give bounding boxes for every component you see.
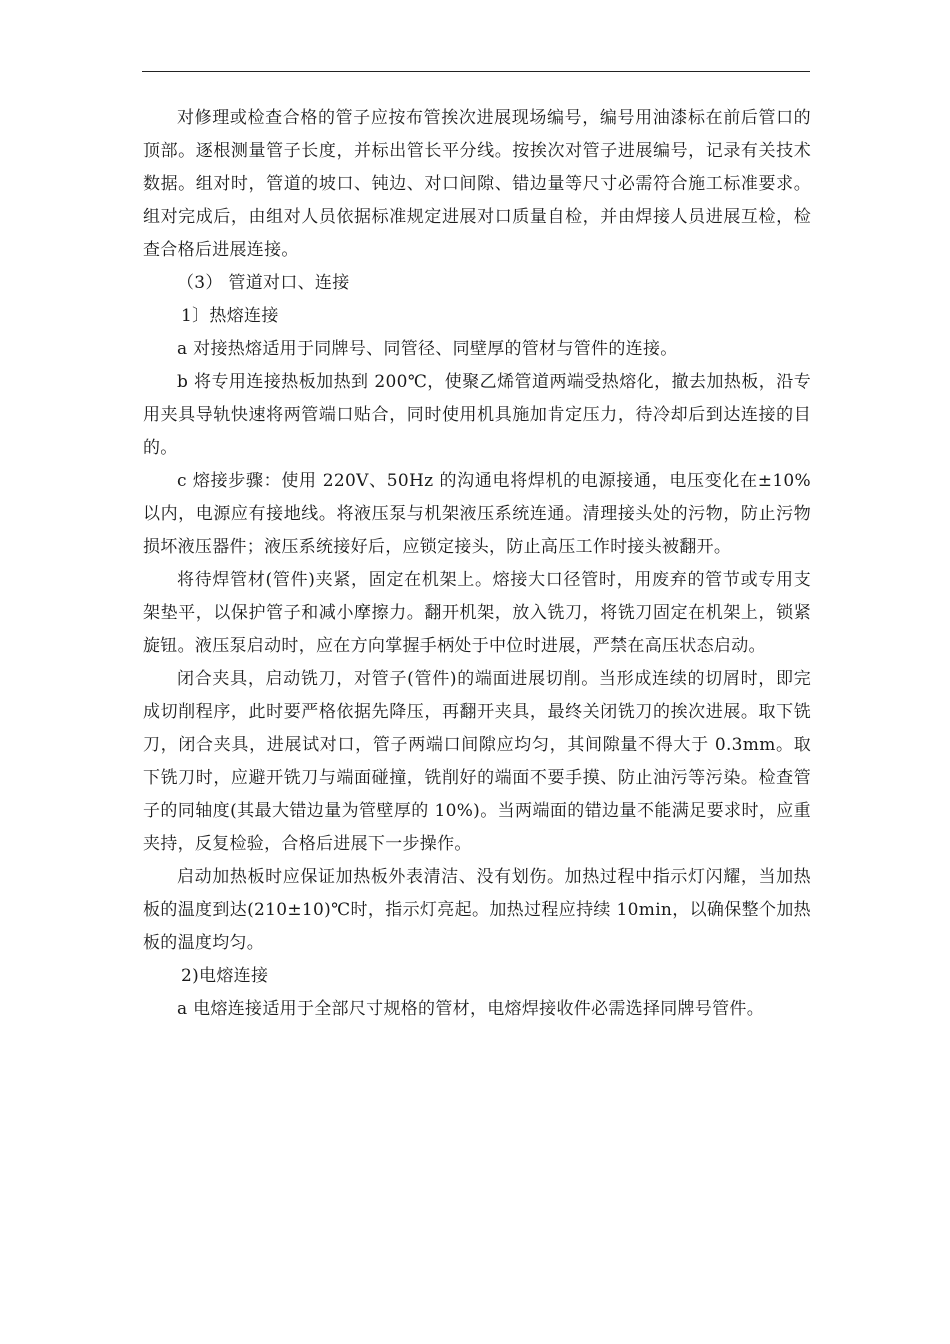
subsection-heading-electrofusion: 2)电熔连接: [181, 966, 269, 986]
document-body: [143, 102, 811, 1026]
section-heading-pipe-joining: （3） 管道对口、连接: [177, 273, 350, 293]
header-rule: [142, 71, 810, 72]
paragraph-welding-steps: c 熔接步骤：使用 220V、50Hz 的沟通电将焊机的电源接通，电压变化在±10%以内，电源应有接地线。将液压泵与机架液压系统连通。清理接头处的污物，防止污物损坏液压器件；液压系统接好后，应锁定接头，防止高压工作时接头被翻开。: [143, 471, 811, 557]
paragraph-electrofusion-scope: a 电熔连接适用于全部尺寸规格的管材，电熔焊接收件必需选择同牌号管件。: [177, 999, 765, 1019]
paragraph-hot-melt-scope: a 对接热熔适用于同牌号、同管径、同壁厚的管材与管件的连接。: [177, 339, 678, 359]
paragraph-hot-melt-method: b 将专用连接热板加热到 200℃，使聚乙烯管道两端受热熔化，撤去加热板，沿专用夹具导轨快速将两管端口贴合，同时使用机具施加肯定压力，待冷却后到达连接的目的。: [143, 372, 811, 458]
subsection-heading-hot-melt: 1〕热熔连接: [181, 306, 279, 326]
paragraph-milling: 闭合夹具，启动铣刀，对管子(管件)的端面进展切削。当形成连续的切屑时，即完成切削程序，此时要严格依据先降压，再翻开夹具，最终关闭铣刀的挨次进展。取下铣刀，闭合夹具，进展试对口，管子两端口间隙应均匀，其间隙量不得大于 0.3mm。取下铣刀时，应避开铣刀与端面碰撞，铣削好的端面不要手摸、防止油污等污染。检查管子的同轴度(其最大错边量为管壁厚的 10%)。当两端面的错边量不能满足要求时，应重夹持，反复检验，合格后进展下一步操作。: [143, 669, 811, 854]
paragraph-pipe-numbering: 对修理或检查合格的管子应按布管挨次进展现场编号，编号用油漆标在前后管口的顶部。逐根测量管子长度，并标出管长平分线。按挨次对管子进展编号，记录有关技术数据。组对时，管道的坡口、钝边、对口间隙、错边量等尺寸必需符合施工标准要求。组对完成后，由组对人员依据标准规定进展对口质量自检，并由焊接人员进展互检，检查合格后进展连接。: [143, 108, 811, 260]
paragraph-clamping: 将待焊管材(管件)夹紧，固定在机架上。熔接大口径管时，用废弃的管节或专用支架垫平，以保护管子和减小摩擦力。翻开机架，放入铣刀，将铣刀固定在机架上，锁紧旋钮。液压泵启动时，应在方向掌握手柄处于中位时进展，严禁在高压状态启动。: [143, 570, 811, 656]
paragraph-heating-plate: 启动加热板时应保证加热板外表清洁、没有划伤。加热过程中指示灯闪耀，当加热板的温度到达(210±10)℃时，指示灯亮起。加热过程应持续 10min，以确保整个加热板的温度均匀。: [143, 867, 811, 953]
